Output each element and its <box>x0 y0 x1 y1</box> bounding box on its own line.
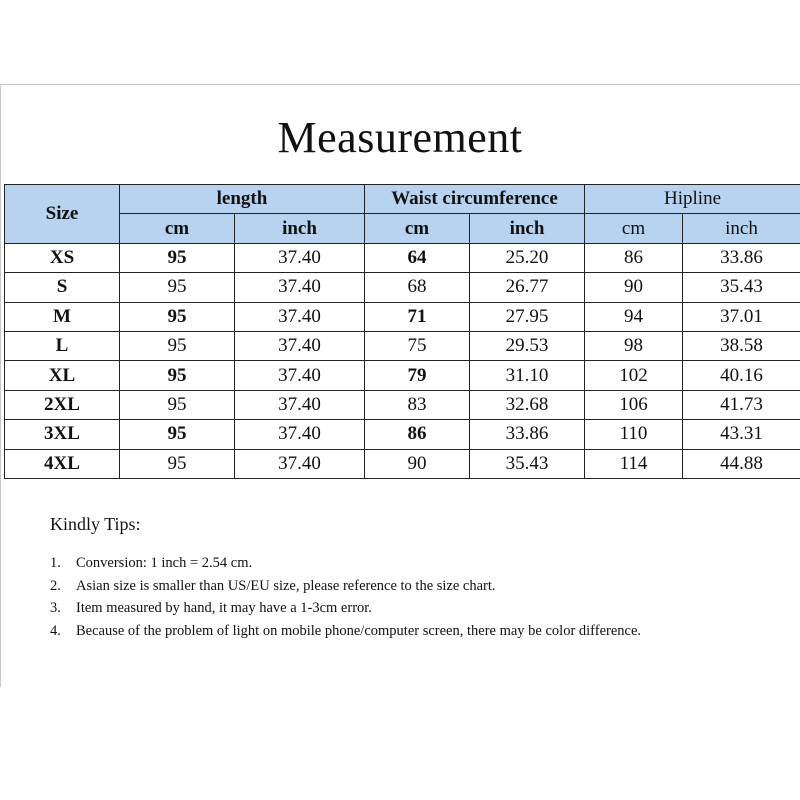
size-cell: 2XL <box>5 390 120 419</box>
table-cell: 37.40 <box>235 449 365 478</box>
unit-header: cm <box>585 214 683 243</box>
table-cell: 37.40 <box>235 302 365 331</box>
table-row <box>5 243 800 272</box>
table-cell: 95 <box>120 420 235 449</box>
table-cell: 31.10 <box>470 361 585 390</box>
table-cell: 106 <box>585 390 683 419</box>
table-cell: 37.40 <box>235 331 365 360</box>
table-cell: 37.01 <box>683 302 800 331</box>
tips-list <box>50 552 770 642</box>
table-cell: 90 <box>585 273 683 302</box>
table-cell: 43.31 <box>683 420 800 449</box>
table-cell: 75 <box>365 331 470 360</box>
table-cell: 102 <box>585 361 683 390</box>
table-cell: 37.40 <box>235 420 365 449</box>
table-cell: 83 <box>365 390 470 419</box>
table-cell: 71 <box>365 302 470 331</box>
table-cell: 68 <box>365 273 470 302</box>
table-row <box>5 420 800 449</box>
tip-item <box>50 597 770 620</box>
table-cell: 35.43 <box>470 449 585 478</box>
tip-text: Conversion: 1 inch = 2.54 cm. <box>76 555 253 571</box>
unit-header: inch <box>470 214 585 243</box>
table-cell: 35.43 <box>683 273 800 302</box>
table-cell: 41.73 <box>683 390 800 419</box>
table-cell: 33.86 <box>470 420 585 449</box>
tip-text: Because of the problem of light on mobile phone/computer screen, there may be color difference. <box>76 622 642 639</box>
size-cell: S <box>5 273 120 302</box>
unit-header: cm <box>120 214 235 243</box>
table-cell: 95 <box>120 449 235 478</box>
table-cell: 98 <box>585 331 683 360</box>
length-header: length <box>120 185 365 214</box>
table-cell: 37.40 <box>235 273 365 302</box>
table-cell: 27.95 <box>470 302 585 331</box>
table-row <box>5 273 800 302</box>
table-cell: 95 <box>120 331 235 360</box>
table-cell: 95 <box>120 243 235 272</box>
table-row <box>5 302 800 331</box>
table-cell: 29.53 <box>470 331 585 360</box>
size-header: Size <box>5 185 120 244</box>
table-cell: 64 <box>365 243 470 272</box>
tip-item <box>50 552 770 575</box>
table-cell: 44.88 <box>683 449 800 478</box>
tip-number: 2. <box>50 577 61 594</box>
table-cell: 37.40 <box>235 243 365 272</box>
tip-item <box>50 620 770 643</box>
size-cell: 4XL <box>5 449 120 478</box>
page-title: Measurement <box>277 113 523 162</box>
table-cell: 37.40 <box>235 390 365 419</box>
tip-text: Item measured by hand, it may have a 1-3cm error. <box>76 600 372 616</box>
table-row <box>5 361 800 390</box>
size-chart-body <box>5 243 800 478</box>
table-cell: 86 <box>585 243 683 272</box>
tip-number: 4. <box>50 622 61 639</box>
table-cell: 26.77 <box>470 273 585 302</box>
table-cell: 37.40 <box>235 361 365 390</box>
table-cell: 95 <box>120 273 235 302</box>
table-cell: 90 <box>365 449 470 478</box>
size-cell: XS <box>5 243 120 272</box>
size-cell: M <box>5 302 120 331</box>
kindly-tips <box>50 512 770 642</box>
tip-number: 1. <box>50 555 61 571</box>
table-cell: 94 <box>585 302 683 331</box>
tip-number: 3. <box>50 600 61 616</box>
tip-item <box>50 575 770 598</box>
table-row <box>5 390 800 419</box>
table-cell: 40.16 <box>683 361 800 390</box>
table-cell: 33.86 <box>683 243 800 272</box>
table-cell: 95 <box>120 302 235 331</box>
size-cell: L <box>5 331 120 360</box>
table-cell: 114 <box>585 449 683 478</box>
table-cell: 95 <box>120 390 235 419</box>
size-cell: 3XL <box>5 420 120 449</box>
unit-header: inch <box>235 214 365 243</box>
tip-text: Asian size is smaller than US/EU size, please reference to the size chart. <box>76 577 496 594</box>
table-cell: 25.20 <box>470 243 585 272</box>
table-cell: 95 <box>120 361 235 390</box>
table-cell: 32.68 <box>470 390 585 419</box>
tips-title: Kindly Tips: <box>50 514 141 534</box>
size-chart-table <box>4 184 800 479</box>
hipline-header: Hipline <box>585 185 800 214</box>
table-cell: 110 <box>585 420 683 449</box>
size-cell: XL <box>5 361 120 390</box>
waist-header: Waist circumference <box>365 185 585 214</box>
unit-header: inch <box>683 214 800 243</box>
table-row <box>5 449 800 478</box>
table-cell: 79 <box>365 361 470 390</box>
table-cell: 86 <box>365 420 470 449</box>
table-row <box>5 331 800 360</box>
unit-header: cm <box>365 214 470 243</box>
table-cell: 38.58 <box>683 331 800 360</box>
